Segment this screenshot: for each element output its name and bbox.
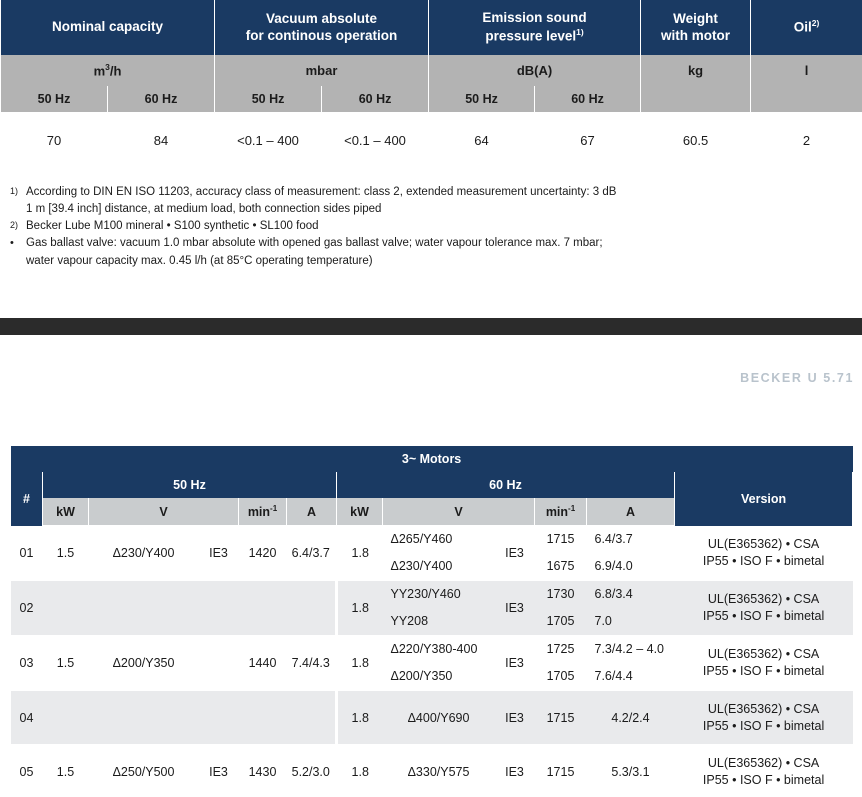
motor-rpm-50: 1430 xyxy=(239,745,287,797)
spec-frequency-row xyxy=(1,86,862,113)
motor-rpm-60-line2: 1705 xyxy=(546,614,575,629)
motor-current-60 xyxy=(587,526,675,581)
motor-efficiency-60: IE3 xyxy=(495,745,535,797)
motors-title: 3~ Motors xyxy=(11,446,853,472)
motor-efficiency-60: IE3 xyxy=(495,581,535,636)
motors-group-50hz: 50 Hz xyxy=(43,472,337,498)
motor-kw-50: 1.5 xyxy=(43,636,89,691)
motor-version-line1: UL(E365362) • CSA xyxy=(707,701,820,716)
motor-version-line1: UL(E365362) • CSA xyxy=(707,592,820,607)
motor-rpm-60-line1: 1715 xyxy=(546,532,575,547)
spec-header-vacuum-line1: Vacuum absolute xyxy=(265,10,378,26)
footnote-2-mark: 2) xyxy=(10,220,19,231)
motor-version-line2: IP55 • ISO F • bimetal xyxy=(702,664,825,679)
motor-current-60 xyxy=(587,636,675,691)
motor-current-60-line2: 6.9/4.0 xyxy=(594,559,633,574)
motor-current-60 xyxy=(587,581,675,636)
motor-v-50: Δ250/Y500 xyxy=(89,745,199,797)
motor-v-60 xyxy=(383,581,495,636)
motor-version-line2: IP55 • ISO F • bimetal xyxy=(702,718,825,733)
footnote-3-mark: • xyxy=(10,237,14,250)
motor-version-line2: IP55 • ISO F • bimetal xyxy=(702,553,825,568)
motor-version xyxy=(675,526,853,581)
motor-efficiency-60: IE3 xyxy=(495,636,535,691)
motor-version xyxy=(675,691,853,745)
motor-v-50 xyxy=(89,691,199,745)
motor-row-index: 03 xyxy=(11,636,43,691)
motor-kw-60: 1.8 xyxy=(337,526,383,581)
spec-header-capacity xyxy=(1,0,215,55)
motors-title-row xyxy=(11,446,853,472)
motor-v-60: Δ400/Y690 xyxy=(383,691,495,745)
spec-header-sound xyxy=(429,0,641,55)
spec-header-row xyxy=(1,0,862,55)
spec-header-sound-footnote-mark: 1) xyxy=(576,26,584,37)
motor-v-60-line1: YY230/Y460 xyxy=(390,587,461,602)
motor-rpm-60 xyxy=(535,526,587,581)
motor-v-60-line2: Δ200/Y350 xyxy=(390,669,453,684)
spec-freq-weight-blank xyxy=(641,86,751,113)
spec-unit-weight: kg xyxy=(641,55,751,85)
table-row xyxy=(11,526,853,581)
motors-sub-a-60: A xyxy=(587,498,675,526)
motor-efficiency-50 xyxy=(199,691,239,745)
motor-efficiency-50 xyxy=(199,636,239,691)
motor-kw-50 xyxy=(43,581,89,636)
motor-current-60-line2: 7.0 xyxy=(594,614,612,629)
footnotes xyxy=(0,170,862,270)
motor-current-50 xyxy=(287,691,337,745)
table-row xyxy=(11,745,853,797)
motor-v-50 xyxy=(89,581,199,636)
motor-v-60 xyxy=(383,636,495,691)
motor-version-line1: UL(E365362) • CSA xyxy=(707,647,820,662)
spec-header-weight-line2: with motor xyxy=(661,27,731,43)
motor-rpm-60-line2: 1705 xyxy=(546,669,575,684)
spec-freq-oil-blank xyxy=(751,86,862,113)
specification-table xyxy=(0,0,862,170)
footnote-2 xyxy=(10,218,862,235)
spec-header-vacuum xyxy=(215,0,429,55)
motor-rpm-60-line1: 1725 xyxy=(546,642,575,657)
motor-rpm-60-line2: 1675 xyxy=(546,559,575,574)
table-row xyxy=(11,636,853,691)
footnote-1-text: According to DIN EN ISO 11203, accuracy class of measurement: class 2, extended measurement uncertainty: 3 dB xyxy=(26,185,617,198)
motor-current-60-line1: 7.3/4.2 – 4.0 xyxy=(594,642,665,657)
motor-version xyxy=(675,636,853,691)
motor-rpm-50: 1420 xyxy=(239,526,287,581)
page-divider-band xyxy=(0,318,862,335)
footnote-3-continued: water vapour capacity max. 0.45 l/h (at 85°C operating temperature) xyxy=(26,254,373,267)
motor-v-50: Δ200/Y350 xyxy=(89,636,199,691)
footnote-1 xyxy=(10,184,862,201)
motor-row-index: 04 xyxy=(11,691,43,745)
motor-row-index: 02 xyxy=(11,581,43,636)
spec-value-sound-50: 64 xyxy=(429,112,535,170)
spec-header-sound-line2: pressure level xyxy=(485,28,577,44)
motor-efficiency-50: IE3 xyxy=(199,745,239,797)
spec-freq-sound-60: 60 Hz xyxy=(535,86,641,113)
motors-sub-rpm-50: $\min^{-1}$ xyxy=(239,498,287,526)
motor-version-line1: UL(E365362) • CSA xyxy=(707,537,820,552)
motor-v-60: Δ330/Y575 xyxy=(383,745,495,797)
motor-rpm-60: 1715 xyxy=(535,691,587,745)
spec-value-vacuum-60: <0.1 – 400 xyxy=(322,112,429,170)
motors-sub-kw-50: kW xyxy=(43,498,89,526)
motor-version-line2: IP55 • ISO F • bimetal xyxy=(702,609,825,624)
spec-freq-vacuum-60: 60 Hz xyxy=(322,86,429,113)
motor-kw-60: 1.8 xyxy=(337,691,383,745)
spec-header-weight-line1: Weight xyxy=(673,10,718,26)
motors-sub-v-60: V xyxy=(383,498,535,526)
motor-version-line1: UL(E365362) • CSA xyxy=(707,755,820,770)
spec-value-capacity-60: 84 xyxy=(108,112,215,170)
motor-rpm-60 xyxy=(535,636,587,691)
motor-rpm-50 xyxy=(239,581,287,636)
spec-header-vacuum-line2: for continous operation xyxy=(245,27,398,43)
spec-unit-capacity: $m^3/h$ xyxy=(1,55,215,85)
motor-current-50: 6.4/3.7 xyxy=(287,526,337,581)
spec-value-weight: 60.5 xyxy=(641,112,751,170)
motor-current-50 xyxy=(287,581,337,636)
footnote-1-mark: 1) xyxy=(10,185,19,196)
footnote-2-text: Becker Lube M100 mineral • S100 synthetic • SL100 food xyxy=(26,220,319,233)
motor-version xyxy=(675,745,853,797)
motor-rpm-50 xyxy=(239,691,287,745)
motor-current-50: 7.4/4.3 xyxy=(287,636,337,691)
motor-current-60-line2: 7.6/4.4 xyxy=(594,669,633,684)
motor-kw-60: 1.8 xyxy=(337,581,383,636)
spec-freq-sound-50: 50 Hz xyxy=(429,86,535,113)
spec-unit-oil: l xyxy=(751,55,862,85)
motor-v-60-line1: Δ265/Y460 xyxy=(390,532,453,547)
footnote-1-continued: 1 m [39.4 inch] distance, at medium load, both connection sides piped xyxy=(26,202,382,215)
spec-freq-capacity-60: 60 Hz xyxy=(108,86,215,113)
spec-value-row xyxy=(1,112,862,170)
motors-group-60hz: 60 Hz xyxy=(337,472,675,498)
motor-kw-60: 1.8 xyxy=(337,636,383,691)
motor-efficiency-60: IE3 xyxy=(495,526,535,581)
spec-header-oil-footnote-mark: 2) xyxy=(811,18,820,29)
motor-v-60 xyxy=(383,526,495,581)
motor-current-60-line1: 6.4/3.7 xyxy=(594,532,633,547)
motor-efficiency-50 xyxy=(199,581,239,636)
spec-header-sound-line1: Emission sound xyxy=(482,10,587,25)
motors-group-header-row xyxy=(11,472,853,498)
motors-col-version-header: Version xyxy=(675,472,853,526)
motors-col-index-header: # xyxy=(11,472,43,526)
spec-header-oil xyxy=(751,0,862,55)
motor-kw-50: 1.5 xyxy=(43,745,89,797)
spec-header-capacity-label: Nominal capacity xyxy=(51,19,164,35)
motor-efficiency-60: IE3 xyxy=(495,691,535,745)
motor-rpm-60-line1: 1730 xyxy=(546,587,575,602)
spec-value-capacity-50: 70 xyxy=(1,112,108,170)
running-head-product-name: BECKER U 5.71 xyxy=(740,371,854,385)
motor-version xyxy=(675,581,853,636)
motor-kw-50 xyxy=(43,691,89,745)
motors-table xyxy=(10,446,853,797)
motor-v-60-line2: YY208 xyxy=(390,614,429,629)
spec-header-oil-label: Oil xyxy=(793,19,812,35)
spec-value-vacuum-50: <0.1 – 400 xyxy=(215,112,322,170)
table-row xyxy=(11,581,853,636)
spec-unit-vacuum: mbar xyxy=(215,55,429,85)
motor-row-index: 05 xyxy=(11,745,43,797)
spec-value-sound-60: 67 xyxy=(535,112,641,170)
motors-sub-kw-60: kW xyxy=(337,498,383,526)
motor-kw-60: 1.8 xyxy=(337,745,383,797)
motors-sub-v-50: V xyxy=(89,498,239,526)
motor-current-60: 4.2/2.4 xyxy=(587,691,675,745)
spec-freq-capacity-50: 50 Hz xyxy=(1,86,108,113)
motor-v-60-line1: Δ220/Y380-400 xyxy=(390,642,478,657)
spec-unit-row xyxy=(1,55,862,85)
motor-v-60-line2: Δ230/Y400 xyxy=(390,559,453,574)
footnote-3 xyxy=(10,235,862,252)
motor-current-60-line1: 6.8/3.4 xyxy=(594,587,633,602)
spec-value-oil: 2 xyxy=(751,112,862,170)
motor-rpm-50: 1440 xyxy=(239,636,287,691)
motor-rpm-60 xyxy=(535,581,587,636)
spec-freq-vacuum-50: 50 Hz xyxy=(215,86,322,113)
motor-version-line2: IP55 • ISO F • bimetal xyxy=(702,772,825,787)
table-row xyxy=(11,691,853,745)
motors-sub-a-50: A xyxy=(287,498,337,526)
motor-kw-50: 1.5 xyxy=(43,526,89,581)
footnote-3-text: Gas ballast valve: vacuum 1.0 mbar absolute with opened gas ballast valve; water vapour tolerance max. 7 mbar; xyxy=(26,237,603,250)
motor-rpm-60: 1715 xyxy=(535,745,587,797)
motor-current-60: 5.3/3.1 xyxy=(587,745,675,797)
spec-unit-sound: dB(A) xyxy=(429,55,641,85)
motor-row-index: 01 xyxy=(11,526,43,581)
motors-table-wrapper xyxy=(10,446,852,797)
spec-header-weight xyxy=(641,0,751,55)
motor-current-50: 5.2/3.0 xyxy=(287,745,337,797)
motor-v-50: Δ230/Y400 xyxy=(89,526,199,581)
motors-sub-rpm-60: $\min^{-1}$ xyxy=(535,498,587,526)
motor-efficiency-50: IE3 xyxy=(199,526,239,581)
